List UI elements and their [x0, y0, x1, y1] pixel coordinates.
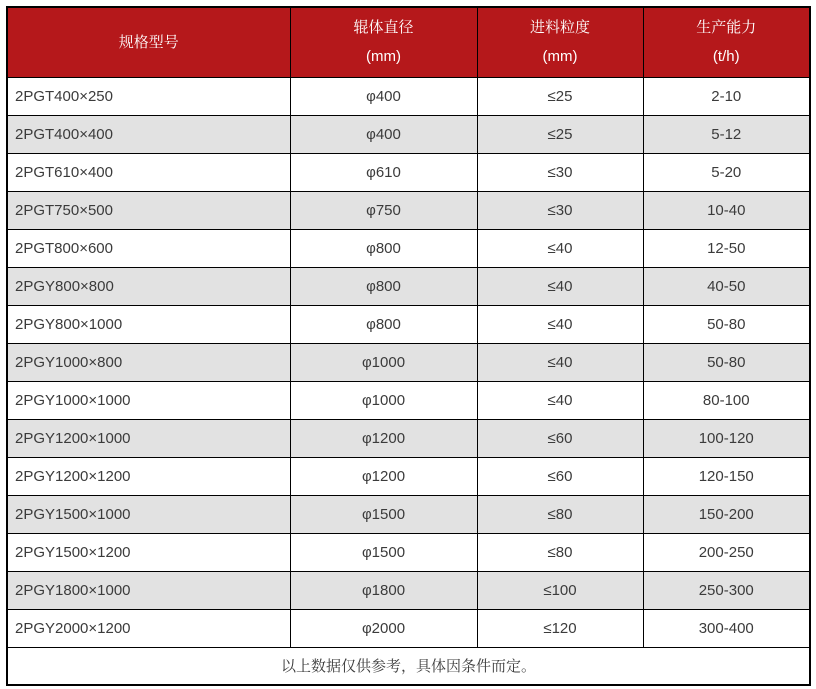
table-row — [7, 305, 810, 343]
feed-size-cell: ≤40 — [477, 229, 643, 267]
table-row — [7, 229, 810, 267]
capacity-cell: 5-20 — [643, 153, 810, 191]
header-capacity-unit: (t/h) — [712, 48, 740, 66]
model-cell: 2PGY1000×1000 — [7, 381, 290, 419]
header-feed-size-label: 进料粒度 — [529, 19, 590, 37]
capacity-cell: 100-120 — [643, 419, 810, 457]
spec-table-footer — [7, 647, 810, 685]
spec-table-body — [7, 77, 810, 647]
model-cell: 2PGY1800×1000 — [7, 571, 290, 609]
capacity-cell: 40-50 — [643, 267, 810, 305]
capacity-cell: 50-80 — [643, 343, 810, 381]
spec-table-header — [7, 7, 810, 77]
feed-size-cell: ≤40 — [477, 343, 643, 381]
header-model — [7, 7, 290, 77]
table-row — [7, 153, 810, 191]
header-capacity — [643, 7, 810, 77]
diameter-cell: φ750 — [290, 191, 477, 229]
capacity-cell: 80-100 — [643, 381, 810, 419]
header-feed-size — [477, 7, 643, 77]
capacity-cell: 10-40 — [643, 191, 810, 229]
capacity-cell: 120-150 — [643, 457, 810, 495]
model-cell: 2PGT400×250 — [7, 77, 290, 115]
diameter-cell: φ1200 — [290, 419, 477, 457]
feed-size-cell: ≤120 — [477, 609, 643, 647]
model-cell: 2PGT400×400 — [7, 115, 290, 153]
feed-size-cell: ≤40 — [477, 305, 643, 343]
model-cell: 2PGY1500×1000 — [7, 495, 290, 533]
capacity-cell: 300-400 — [643, 609, 810, 647]
diameter-cell: φ800 — [290, 267, 477, 305]
header-capacity-label: 生产能力 — [696, 19, 757, 37]
header-feed-size-unit: (mm) — [542, 48, 578, 66]
model-cell: 2PGY1200×1000 — [7, 419, 290, 457]
capacity-cell: 5-12 — [643, 115, 810, 153]
table-row — [7, 77, 810, 115]
table-row — [7, 571, 810, 609]
diameter-cell: φ1500 — [290, 533, 477, 571]
table-row — [7, 191, 810, 229]
diameter-cell: φ400 — [290, 77, 477, 115]
model-cell: 2PGT800×600 — [7, 229, 290, 267]
header-diameter — [290, 7, 477, 77]
header-model-label: 规格型号 — [118, 33, 179, 51]
feed-size-cell: ≤80 — [477, 533, 643, 571]
diameter-cell: φ800 — [290, 229, 477, 267]
diameter-cell: φ1200 — [290, 457, 477, 495]
diameter-cell: φ800 — [290, 305, 477, 343]
diameter-cell: φ1800 — [290, 571, 477, 609]
capacity-cell: 150-200 — [643, 495, 810, 533]
diameter-cell: φ400 — [290, 115, 477, 153]
header-row — [7, 7, 810, 77]
table-row — [7, 267, 810, 305]
table-row — [7, 457, 810, 495]
spec-table — [6, 6, 811, 686]
table-row — [7, 343, 810, 381]
table-row — [7, 495, 810, 533]
feed-size-cell: ≤25 — [477, 115, 643, 153]
feed-size-cell: ≤80 — [477, 495, 643, 533]
table-row — [7, 419, 810, 457]
feed-size-cell: ≤30 — [477, 153, 643, 191]
feed-size-cell: ≤30 — [477, 191, 643, 229]
feed-size-cell: ≤40 — [477, 381, 643, 419]
feed-size-cell: ≤100 — [477, 571, 643, 609]
diameter-cell: φ1000 — [290, 381, 477, 419]
capacity-cell: 50-80 — [643, 305, 810, 343]
feed-size-cell: ≤60 — [477, 457, 643, 495]
capacity-cell: 2-10 — [643, 77, 810, 115]
model-cell: 2PGY1200×1200 — [7, 457, 290, 495]
model-cell: 2PGY1000×800 — [7, 343, 290, 381]
feed-size-cell: ≤60 — [477, 419, 643, 457]
feed-size-cell: ≤40 — [477, 267, 643, 305]
footer-row — [7, 647, 810, 685]
capacity-cell: 250-300 — [643, 571, 810, 609]
feed-size-cell: ≤25 — [477, 77, 643, 115]
capacity-cell: 12-50 — [643, 229, 810, 267]
diameter-cell: φ1000 — [290, 343, 477, 381]
model-cell: 2PGY1500×1200 — [7, 533, 290, 571]
header-diameter-label: 辊体直径 — [353, 19, 414, 37]
header-diameter-unit: (mm) — [366, 48, 401, 66]
capacity-cell: 200-250 — [643, 533, 810, 571]
model-cell: 2PGT610×400 — [7, 153, 290, 191]
diameter-cell: φ610 — [290, 153, 477, 191]
model-cell: 2PGY800×800 — [7, 267, 290, 305]
model-cell: 2PGY2000×1200 — [7, 609, 290, 647]
table-row — [7, 115, 810, 153]
table-row — [7, 533, 810, 571]
table-row — [7, 609, 810, 647]
model-cell: 2PGT750×500 — [7, 191, 290, 229]
table-row — [7, 381, 810, 419]
diameter-cell: φ1500 — [290, 495, 477, 533]
footer-note: 以上数据仅供参考，具体因条件而定。 — [7, 647, 810, 685]
model-cell: 2PGY800×1000 — [7, 305, 290, 343]
diameter-cell: φ2000 — [290, 609, 477, 647]
